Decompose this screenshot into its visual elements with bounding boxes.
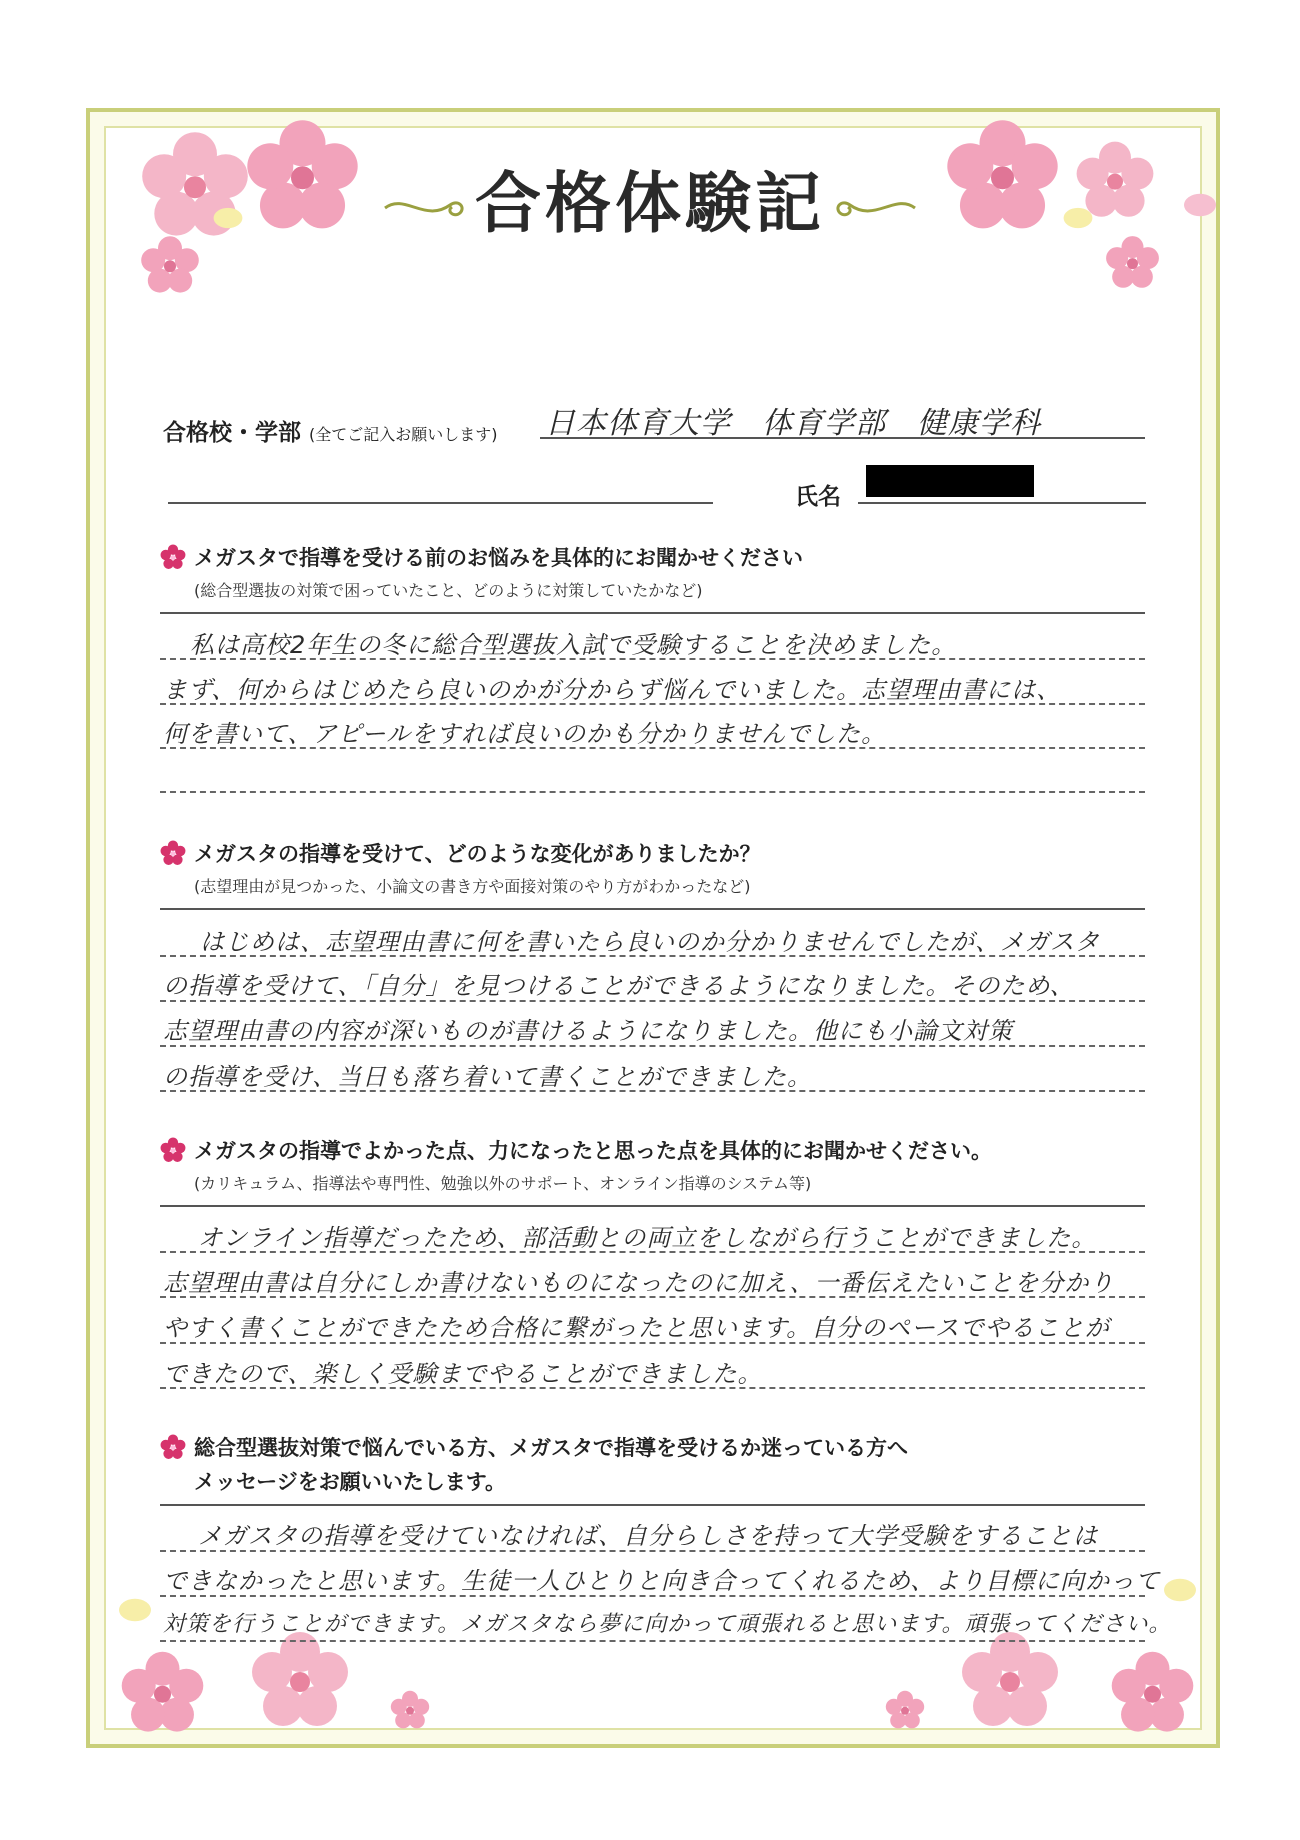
answer-line: 志望理由書は自分にしか書けないものになったのに加え、一番伝えたいことを分かり	[163, 1269, 1115, 1297]
cherry-blossom-icon	[885, 1690, 925, 1730]
flower-bullet-icon	[160, 1434, 186, 1460]
redacted-name	[866, 465, 1034, 497]
answer-line: 対策を行うことができます。メガスタなら夢に向かって頑張れると思います。頑張ってください。	[163, 1612, 1172, 1637]
ruled-line	[160, 955, 1145, 957]
question-text: メガスタの指導を受けて、どのような変化がありましたか？	[194, 842, 761, 866]
flower-bullet-icon	[160, 1137, 186, 1163]
school-label: 合格校・学部	[163, 420, 301, 446]
ruled-line	[160, 703, 1145, 705]
question-2	[160, 838, 761, 897]
cherry-blossom-icon	[250, 1630, 350, 1730]
answer-line: できたので、楽しく受験までやることができました。	[163, 1360, 763, 1388]
ruled-line	[160, 1090, 1145, 1092]
school-value: 日本体育大学 体育学部 健康学科	[545, 406, 1041, 441]
ruled-line	[160, 747, 1145, 749]
question-3	[160, 1135, 992, 1194]
ruled-line	[160, 791, 1145, 793]
answer-top-line	[160, 612, 1145, 614]
petal-icon	[115, 1590, 155, 1630]
answer-top-line	[160, 1504, 1145, 1506]
ruled-line	[160, 1296, 1145, 1298]
swirl-ornament-left-icon	[380, 193, 470, 223]
question-hint: (カリキュラム、指導法や専門性、勉強以外のサポート、オンライン指導のシステム等)	[194, 1174, 812, 1193]
cherry-blossom-icon	[390, 1690, 430, 1730]
ruled-line	[160, 1000, 1145, 1002]
answer-line: まず、何からはじめたら良いのかが分からず悩んでいました。志望理由書には、	[163, 676, 1062, 704]
school-field	[163, 414, 498, 447]
question-4	[160, 1432, 908, 1496]
question-hint: (総合型選抜の対策で困っていたこと、どのように対策していたかなど)	[194, 581, 703, 600]
ruled-line	[160, 1640, 1145, 1642]
title-block	[0, 150, 1300, 245]
school-underline	[540, 437, 1145, 439]
answer-line: の指導を受けて、「自分」を見つけることができるようになりました。そのため、	[163, 972, 1075, 1000]
question-text-cont: メッセージをお願いいたします。	[194, 1470, 507, 1494]
answer-line: オンライン指導だったため、部活動との両立をしながら行うことができました。	[198, 1224, 1097, 1252]
question-text: 総合型選抜対策で悩んでいる方、メガスタで指導を受けるか迷っている方へ	[194, 1436, 908, 1460]
answer-line: メガスタの指導を受けていなければ、自分らしさを持って大学受験をすることは	[198, 1522, 1098, 1550]
school-note: (全てご記入お願いします)	[309, 425, 498, 444]
cherry-blossom-icon	[960, 1630, 1060, 1730]
question-1	[160, 542, 803, 601]
name-label: 氏名	[795, 484, 841, 510]
ruled-line	[160, 658, 1145, 660]
ruled-line	[160, 1550, 1145, 1552]
flower-bullet-icon	[160, 544, 186, 570]
cherry-blossom-icon	[120, 1650, 205, 1735]
answer-line: 志望理由書の内容が深いものが書けるようになりました。他にも小論文対策	[163, 1017, 1013, 1045]
flower-bullet-icon	[160, 840, 186, 866]
blank-underline	[168, 502, 713, 504]
answer-line: やすく書くことができたため合格に繋がったと思います。自分のペースでやることが	[163, 1314, 1110, 1342]
ruled-line	[160, 1251, 1145, 1253]
question-text: メガスタの指導でよかった点、力になったと思った点を具体的にお聞かせください。	[194, 1139, 992, 1163]
ruled-line	[160, 1595, 1145, 1597]
ruled-line	[160, 1387, 1145, 1389]
swirl-ornament-right-icon	[830, 193, 920, 223]
answer-line: の指導を受け、当日も落ち着いて書くことができました。	[163, 1063, 813, 1091]
answer-line: 何を書いて、アピールをすれば良いのかも分かりませんでした。	[163, 720, 887, 748]
question-hint: (志望理由が見つかった、小論文の書き方や面接対策のやり方がわかったなど)	[194, 877, 751, 896]
cherry-blossom-icon	[1110, 1650, 1195, 1735]
name-underline	[858, 502, 1146, 504]
answer-top-line	[160, 908, 1145, 910]
petal-icon	[1160, 1570, 1200, 1610]
answer-line: はじめは、志望理由書に何を書いたら良いのか分かりませんでしたが、メガスタ	[200, 928, 1100, 956]
answer-line: 私は高校2年生の冬に総合型選抜入試で受験することを決めました。	[190, 631, 957, 659]
ruled-line	[160, 1342, 1145, 1344]
question-text: メガスタで指導を受ける前のお悩みを具体的にお聞かせください	[194, 546, 803, 570]
ruled-line	[160, 1045, 1145, 1047]
answer-top-line	[160, 1205, 1145, 1207]
answer-line: できなかったと思います。生徒一人ひとりと向き合ってくれるため、より目標に向かって	[163, 1567, 1161, 1595]
page-title: 合格体験記	[475, 164, 825, 242]
